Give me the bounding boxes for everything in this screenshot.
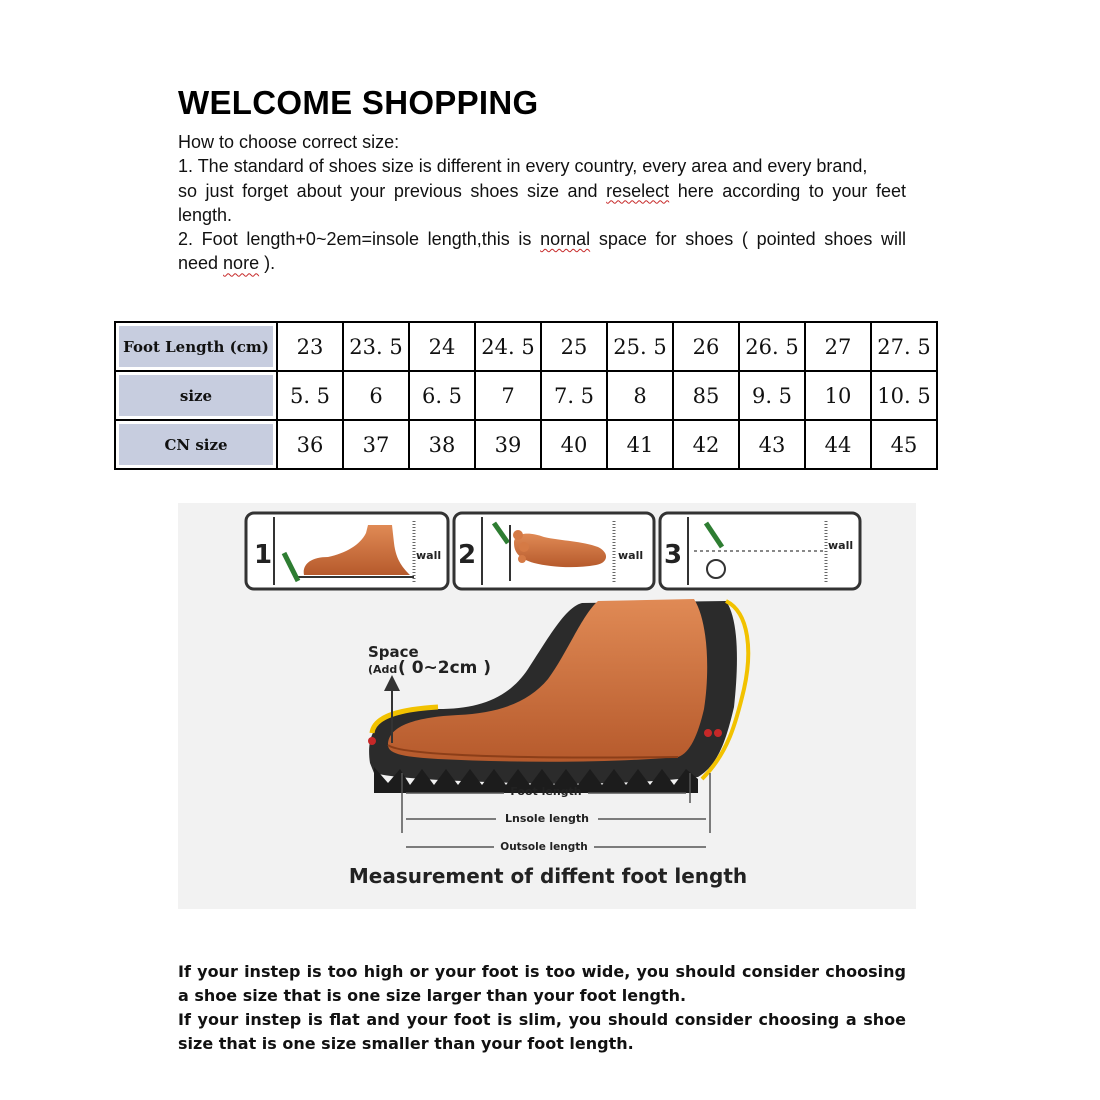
wall-label: wall <box>416 549 442 562</box>
space-range-label: ( 0~2cm ) <box>398 658 492 678</box>
table-cell: 42 <box>673 420 739 469</box>
table-row-size <box>115 371 937 420</box>
table-cell: 24 <box>409 322 475 371</box>
table-cell: 24. 5 <box>475 322 541 371</box>
diagram-caption: Measurement of diffent foot length <box>348 864 748 888</box>
table-cell: 27. 5 <box>871 322 937 371</box>
table-cell: 5. 5 <box>277 371 343 420</box>
table-cell: 26. 5 <box>739 322 805 371</box>
space-add-label: (Add <box>368 663 398 676</box>
instruction-1: 1. The standard of shoes size is different in every country, every area and every brand, <box>178 156 868 177</box>
outsole-length-label: Outsole length <box>500 841 588 853</box>
row-header: size <box>115 371 277 420</box>
table-cell: 37 <box>343 420 409 469</box>
step-number: 3 <box>664 540 683 570</box>
size-instructions <box>178 130 906 276</box>
table-cell: 10. 5 <box>871 371 937 420</box>
note-wide-foot: If your instep is too high or your foot is too wide, you should consider choosing a shoe size that is one size larger than your foot length. <box>178 962 906 1005</box>
page-title: WELCOME SHOPPING <box>178 84 539 121</box>
table-cell: 44 <box>805 420 871 469</box>
row-header: Foot Length (cm) <box>115 322 277 371</box>
step-3-panel <box>660 513 860 589</box>
space-label: Space <box>368 643 419 661</box>
wall-label: wall <box>618 549 644 562</box>
size-chart-table <box>114 321 938 470</box>
table-cell: 36 <box>277 420 343 469</box>
table-cell: 6. 5 <box>409 371 475 420</box>
spellcheck-word: nornal <box>540 229 591 250</box>
diagram-svg <box>178 503 916 909</box>
step-number: 2 <box>458 540 477 570</box>
step-number: 1 <box>254 540 273 570</box>
instruction-1-cont: so just forget about your previous shoes size and reselect here according to your feet length. <box>178 180 906 225</box>
note-slim-foot: If your instep is flat and your foot is slim, you should consider choosing a shoe size that is one size smaller than your foot length. <box>178 1010 906 1053</box>
table-row-cn-size <box>115 420 937 469</box>
table-cell: 38 <box>409 420 475 469</box>
table-cell: 26 <box>673 322 739 371</box>
insole-length-label: Lnsole length <box>504 812 590 825</box>
spellcheck-word: nore <box>223 253 260 274</box>
instruction-2: 2. Foot length+0~2em=insole length,this is nornal space for shoes ( pointed shoes will need nore ). <box>178 229 906 274</box>
table-cell: 7 <box>475 371 541 420</box>
table-cell: 10 <box>805 371 871 420</box>
table-cell: 41 <box>607 420 673 469</box>
table-cell: 27 <box>805 322 871 371</box>
table-cell: 25. 5 <box>607 322 673 371</box>
table-cell: 85 <box>673 371 739 420</box>
table-cell: 43 <box>739 420 805 469</box>
table-cell: 23 <box>277 322 343 371</box>
step-2-panel <box>454 513 654 589</box>
table-cell: 9. 5 <box>739 371 805 420</box>
table-cell: 25 <box>541 322 607 371</box>
spellcheck-word: reselect <box>606 180 670 201</box>
step-1-panel <box>246 513 448 589</box>
instructions-heading: How to choose correct size: <box>178 132 400 152</box>
table-cell: 7. 5 <box>541 371 607 420</box>
shoe-illustration <box>368 599 748 793</box>
table-cell: 6 <box>343 371 409 420</box>
table-cell: 23. 5 <box>343 322 409 371</box>
table-cell: 45 <box>871 420 937 469</box>
foot-length-label: Foot length <box>510 785 582 798</box>
table-row-foot-length <box>115 322 937 371</box>
foot-measurement-diagram <box>178 503 916 909</box>
fit-notes <box>178 960 906 1056</box>
table-cell: 39 <box>475 420 541 469</box>
wall-label: wall <box>828 539 854 552</box>
row-header: CN size <box>115 420 277 469</box>
table-cell: 8 <box>607 371 673 420</box>
table-cell: 40 <box>541 420 607 469</box>
